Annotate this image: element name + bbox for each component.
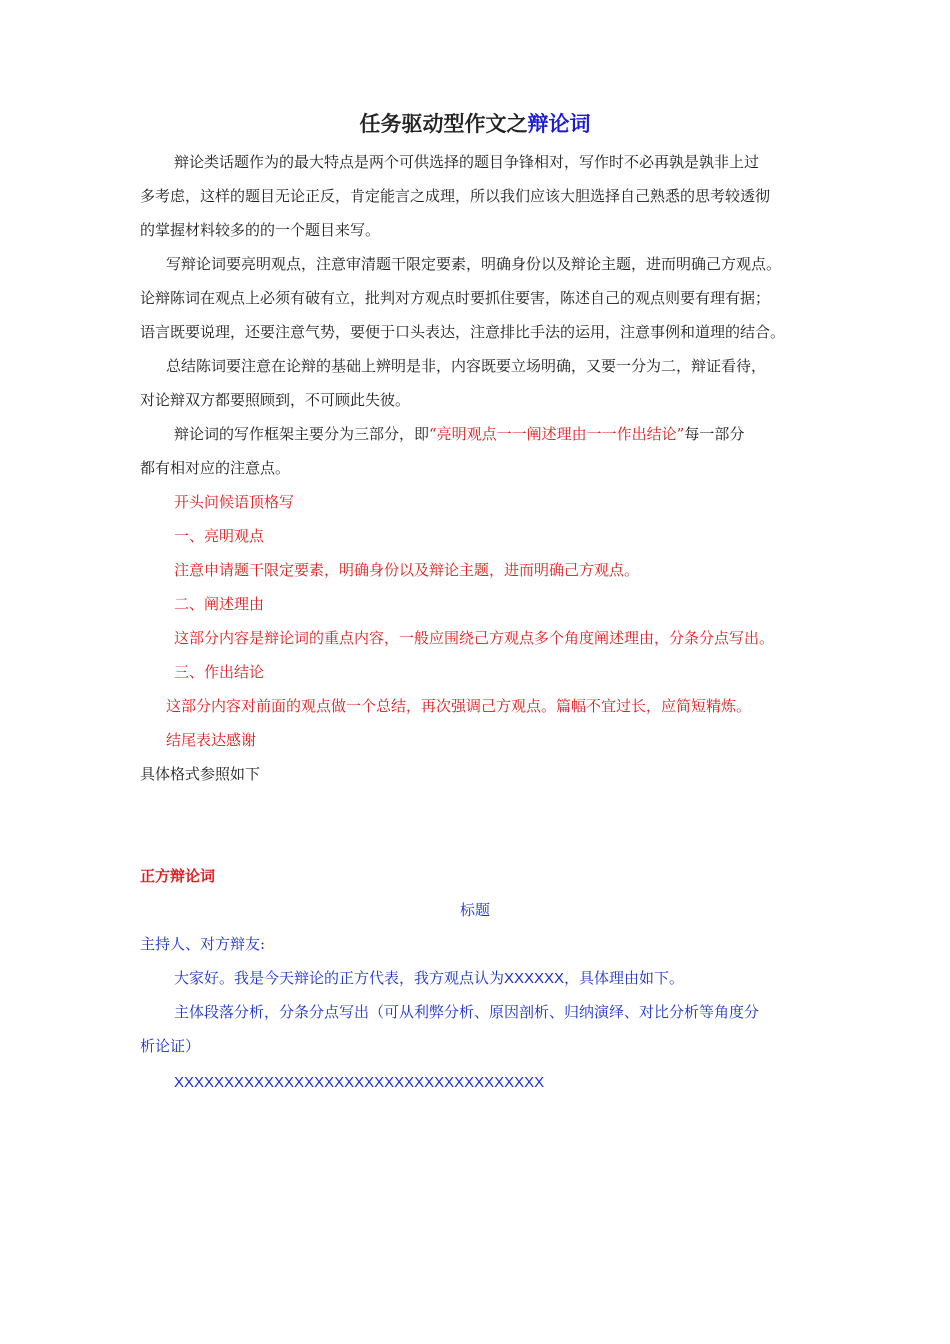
intro-p1-line1: 辩论类话题作为的最大特点是两个可供选择的题目争锋相对，写作时不必再孰是孰非上过: [174, 153, 760, 171]
framework-text-2: 这部分内容是辩论词的重点内容，一般应围绕己方观点多个角度阐述理由，分条分点写出。: [174, 629, 775, 647]
sample-intro-x: XXXXXX: [504, 970, 565, 987]
framework-heading-1: 一、亮明观点: [174, 527, 265, 545]
framework-closing: 结尾表达感谢: [166, 731, 257, 749]
framework-heading-3: 三、作出结论: [174, 663, 265, 681]
intro-p2-line2: 论辩陈词在观点上必须有破有立，批判对方观点时要抓住要害，陈述自己的观点则要有理有据；: [140, 289, 771, 307]
intro-p4-line1: [174, 424, 744, 444]
sample-intro-before: 大家好。我是今天辩论的正方代表，我方观点认为: [174, 969, 505, 987]
intro-p1-line2: 多考虑，这样的题目无论正反，肯定能言之成理，所以我们应该大胆选择自己熟悉的思考较透彻: [140, 187, 771, 205]
p4-after: 每一部分: [684, 425, 745, 443]
intro-p2-line1: 写辩论词要亮明观点，注意审清题干限定要素，明确身份以及辩论主题，进而明确己方观点。: [166, 255, 782, 273]
intro-p2-line3: 语言既要说理，还要注意气势，要便于口头表达，注意排比手法的运用，注意事例和道理的结合。: [140, 323, 786, 341]
title-prefix: 任务驱动型作文之: [359, 112, 528, 136]
framework-opening: 开头问候语顶格写: [174, 493, 295, 511]
page-title: [0, 108, 950, 138]
sample-body-line2: 析论证）: [140, 1037, 201, 1055]
sample-heading: 正方辩论词: [140, 867, 216, 885]
sample-placeholder-x: XXXXXXXXXXXXXXXXXXXXXXXXXXXXXXXXXXXXX: [174, 1074, 545, 1091]
intro-p4-line2: 都有相对应的注意点。: [140, 459, 291, 477]
intro-p3-line2: 对论辩双方都要照顾到，不可顾此失彼。: [140, 391, 411, 409]
framework-heading-2: 二、阐述理由: [174, 595, 265, 613]
title-highlight: 辩论词: [527, 112, 591, 136]
sample-subtitle: 标题: [459, 901, 490, 919]
intro-p3-line1: 总结陈词要注意在论辩的基础上辨明是非，内容既要立场明确，又要一分为二，辩证看待，: [166, 357, 767, 375]
framework-text-1: 注意申请题干限定要素，明确身份以及辩论主题，进而明确己方观点。: [174, 561, 640, 579]
p4-before: 辩论词的写作框架主要分为三部分，即: [174, 425, 430, 443]
framework-text-3: 这部分内容对前面的观点做一个总结，再次强调己方观点。篇幅不宜过长，应简短精炼。: [166, 697, 752, 715]
intro-p1-line3: 的掌握材料较多的的一个题目来写。: [140, 221, 381, 239]
sample-intro: [174, 968, 684, 989]
sample-greeting: 主持人、对方辩友:: [140, 935, 266, 953]
sample-body-line1: 主体段落分析，分条分点写出（可从利弊分析、原因剖析、归纳演绎、对比分析等角度分: [174, 1003, 760, 1021]
sample-intro-after: ，具体理由如下。: [564, 969, 685, 987]
reference-note: 具体格式参照如下: [140, 765, 261, 783]
p4-framework-quote: “亮明观点一一阐述理由一一作出结论”: [429, 425, 685, 443]
